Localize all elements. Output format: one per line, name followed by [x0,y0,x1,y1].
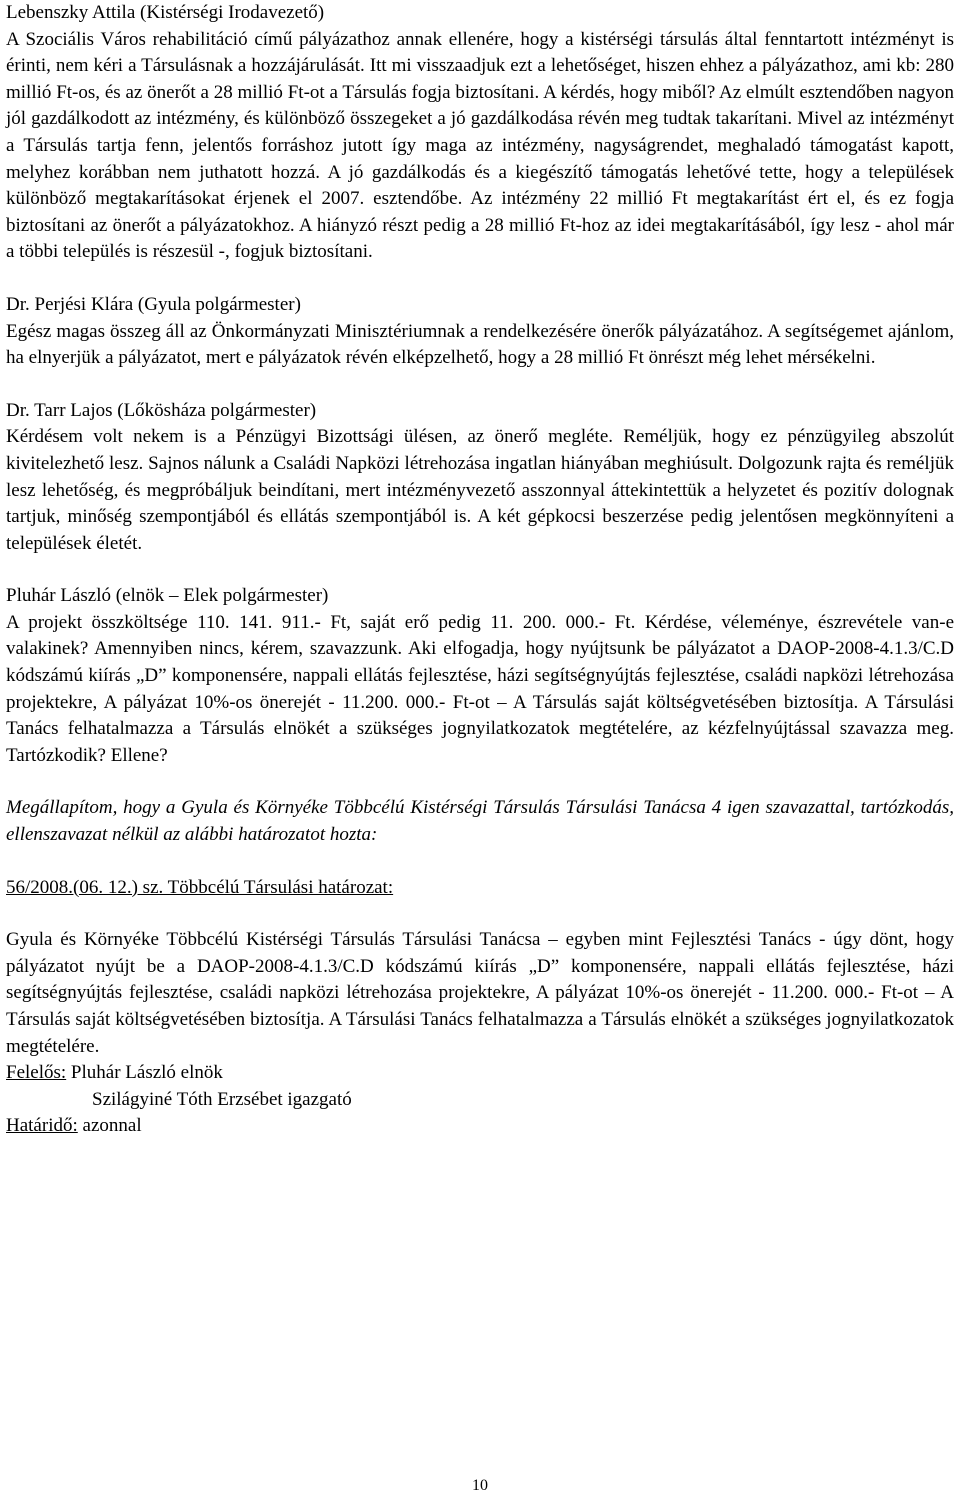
speaker-name: Pluhár László (elnök – Elek polgármester) [6,585,329,607]
speech-text: Kérdésem volt nekem is a Pénzügyi Bizottsági ülésen, az önerő megléte. Reméljük, hogy ez pénzügyileg abszolút kivitelezhető lesz. Sajnos nálunk a Családi Napközi létrehozása ingatlan hiányában meghiúsult. Dolgozunk rajta és reméljük lesz lehetőség, és megpróbáljuk beindítani, mert intézményvezető asszonnyal áttekintettük a helyzetet és pozitív dolognak tartjuk, minőség szempontjából és ellátás szempontjából is. A két gépkocsi beszerzése pedig jelentősen megkönnyíteni a települések életét. [6,426,954,554]
document-page [6,0,954,1140]
speaker-name: Dr. Perjési Klára (Gyula polgármester) [6,293,301,315]
speaker-name: Dr. Tarr Lajos (Lőkösháza polgármester) [6,399,317,421]
speech-text: A Szociális Város rehabilitáció című pályázathoz annak ellenére, hogy a kistérségi társulás által fenntartott intézményt is érinti, nem kéri a Társulásnak a hozzájárulását. Itt mi visszaadjuk ezt a lehetőséget, hiszen ehhez a pályázathoz, ami kb: 280 millió Ft-os, és az önerőt a 28 millió Ft-ot a Társulás fogja biztosítani. A kérdés, hogy miből? Az elmúlt esztendőben nagyon jól gazdálkodott az intézmény, és különböző összegeket a jó gazdálkodása révén meg tudtak takarítani. Mivel az intézményt a Társulás tartja fenn, jelentős forráshoz jutott így maga az intézmény, nagyságrendet, meghaladó támogatást kapott, melyhez korábban nem juthatott hozzá. A jó gazdálkodás és a kiegészítő támogatás lehetővé tette, hogy a települések különböző megtakarításokat érjenek el 2007. esztendőbe. Az intézmény 22 millió Ft megtakarítást ért el, és ez fogja biztosítani az önerőt a pályázatokhoz. A hiányzó részt pedig a 28 millió Ft-hoz az idei megtakarításából, így lesz - ahol már a többi település is részesül -, fogjuk biztosítani. [6,28,954,263]
speaker-name: Lebenszky Attila (Kistérségi Irodavezető) [6,2,325,23]
deadline-value: azonnal [82,1115,142,1137]
responsible-line [6,1060,954,1087]
resolution-number [6,875,954,902]
deadline-label: Határidő: [6,1115,78,1137]
resolution-text: Gyula és Környéke Többcélú Kistérségi Társulás Társulási Tanácsa – egyben mint Fejlesztési Tanács - úgy dönt, hogy pályázatot nyújt be a DAOP-2008-4.1.3/C.D kódszámú kiírás „D” komponensére, nappali ellátás fejlesztése, házi segítségnyújtás fejlesztése, családi napközi létrehozása projektekre, A pályázat 10%-os önerejét - 11.200. 000.- Ft-ot – A Társulás saját költségvetésében biztosítja. A Társulási Tanács felhatalmazza a Társulás elnökét a szükséges jognyilatkozatok megtételére. [6,929,954,1057]
resolution-number-text: 56/2008.(06. 12.) sz. Többcélú Társulási határozat: [6,876,394,898]
deadline-line [6,1113,954,1140]
responsible-person-2: Szilágyiné Tóth Erzsébet igazgató [92,1088,352,1110]
page-number: 10 [472,1477,488,1494]
vote-finding: Megállapítom, hogy a Gyula és Környéke Többcélú Kistérségi Társulás Társulási Tanácsa 4 igen szavazattal, tartózkodás, ellenszavazat nélkül az alábbi határozatot hozta: [6,797,954,846]
responsible-label: Felelős: [6,1062,67,1084]
speech-text: A projekt összköltsége 110. 141. 911.- Ft, saját erő pedig 11. 200. 000.- Ft. Kérdése, véleménye, észrevétele van-e valakinek? Amennyiben nincs, kérem, szavazzunk. Aki elfogadja, hogy nyújtsunk be pályázatot a DAOP-2008-4.1.3/C.D kódszámú kiírás „D” komponensére, nappali ellátás fejlesztése, házi segítségnyújtás fejlesztése, családi napközi létrehozása projektekre, A pályázat 10%-os önerejét - 11.200. 000.- Ft-ot – A Társulás saját költségvetésében biztosítja. A Társulási Tanács felhatalmazza a Társulás elnökét a szükséges jognyilatkozatok megtételére, az kézfelnyújtással szavazza meg. Tartózkodik? Ellene? [6,611,954,766]
speech-text: Egész magas összeg áll az Önkormányzati Minisztériumnak a rendelkezésére önerők pályázatához. A segítségemet ajánlom, ha elnyerjük a pályázatot, mert e pályázatok révén elképzelhető, hogy a 28 millió Ft önrészt még lehet mérsékelni. [6,320,954,369]
responsible-person-1: Pluhár László elnök [70,1062,223,1084]
